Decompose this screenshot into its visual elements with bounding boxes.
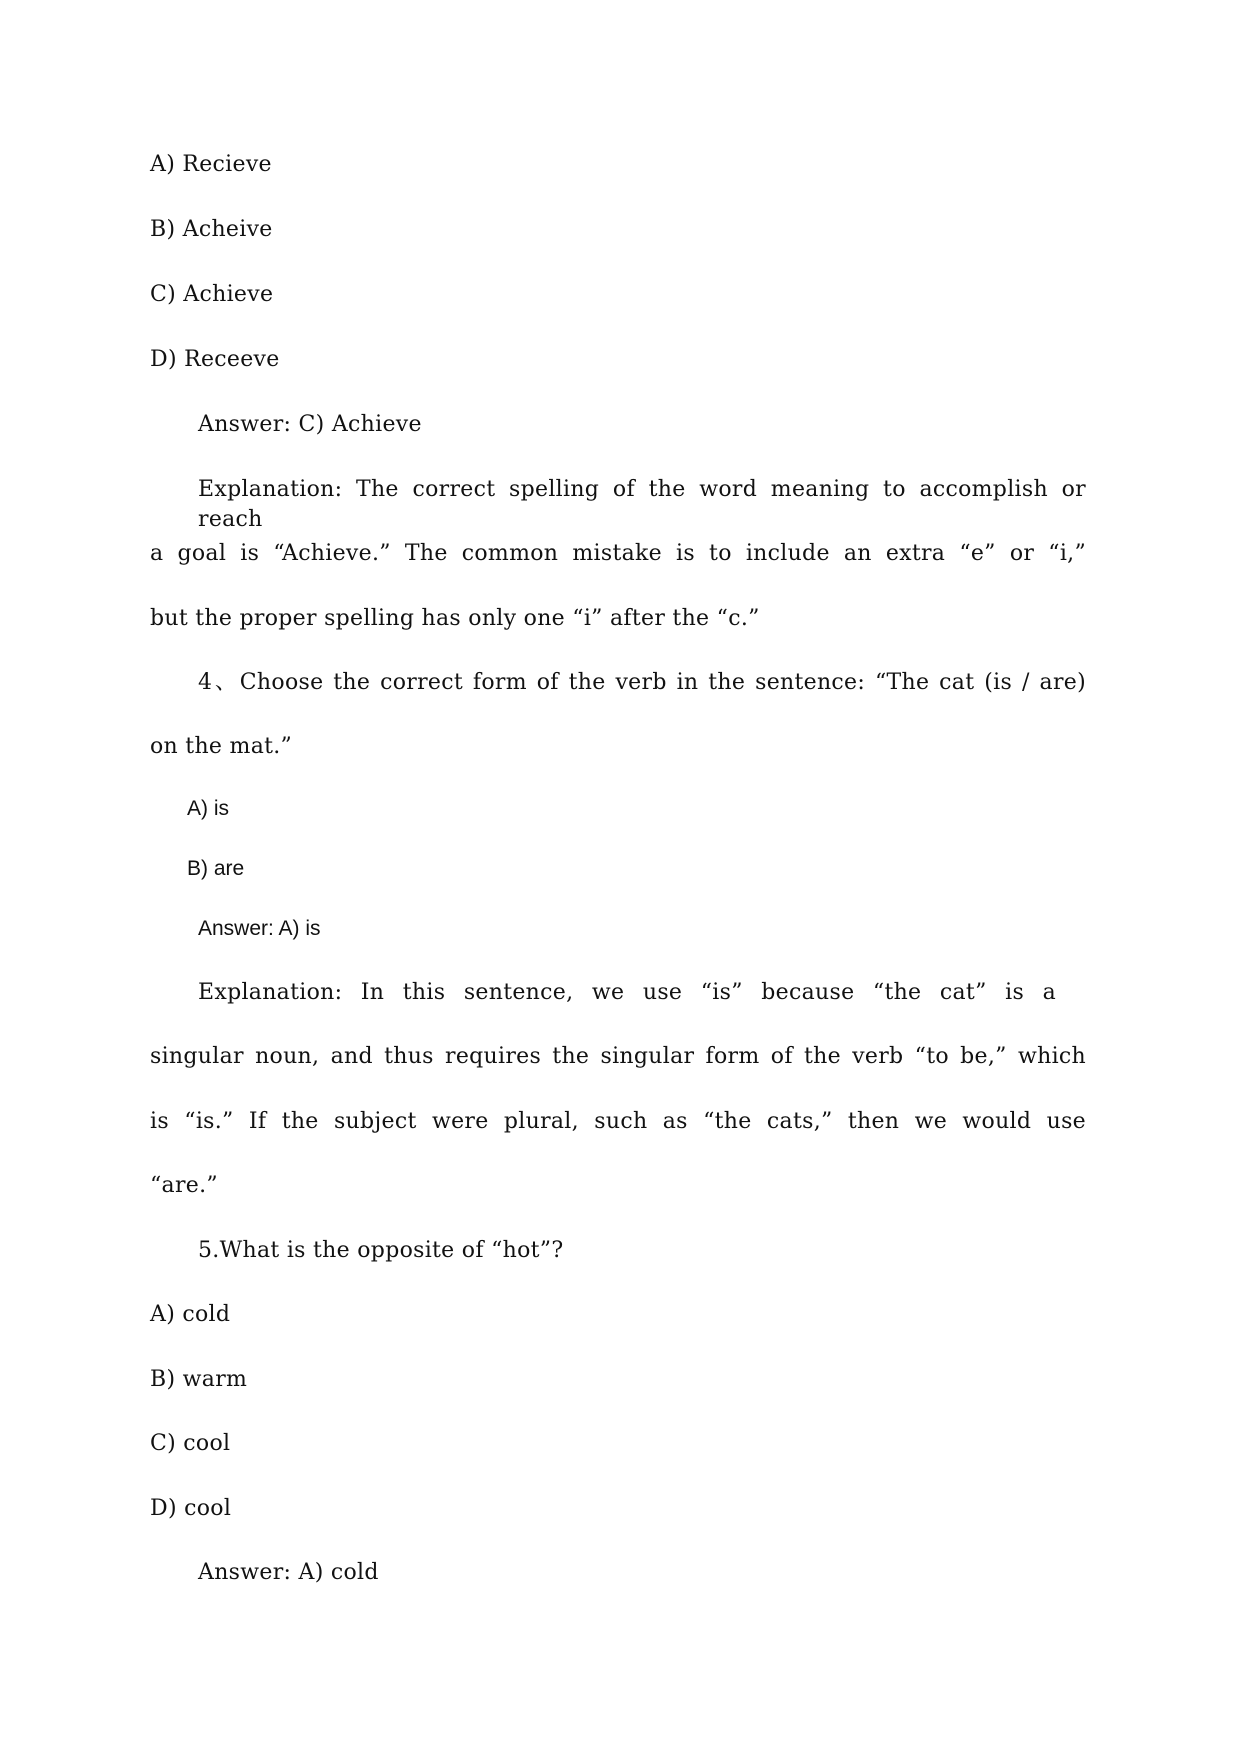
option-c: C) cool	[150, 1431, 231, 1456]
option-b: B) warm	[150, 1367, 248, 1392]
option-a: A) is	[187, 797, 229, 820]
answer-text: Answer: C) Achieve	[198, 412, 422, 437]
answer-text: Answer: A) cold	[198, 1560, 379, 1585]
option-b: B) are	[187, 857, 245, 880]
option-a: A) cold	[150, 1302, 231, 1327]
explanation-line: Explanation: In this sentence, we use “is” because “the cat” is a	[198, 980, 1056, 1005]
option-b: B) Acheive	[150, 217, 273, 242]
option-a: A) Recieve	[150, 152, 272, 177]
explanation-line: a goal is “Achieve.” The common mistake is to include an extra “e” or “i,”	[150, 541, 1086, 566]
explanation-line: Explanation: The correct spelling of the word meaning to accomplish or reach	[198, 477, 1086, 532]
question-text: 5.What is the opposite of “hot”?	[198, 1238, 564, 1263]
question-text: 4、Choose the correct form of the verb in the sentence: “The cat (is / are)	[198, 670, 1086, 695]
question-text: on the mat.”	[150, 734, 293, 759]
explanation-line: singular noun, and thus requires the singular form of the verb “to be,” which	[150, 1044, 1086, 1069]
option-d: D) Receeve	[150, 347, 280, 372]
explanation-line: “are.”	[150, 1173, 218, 1198]
answer-text: Answer: A) is	[198, 917, 321, 940]
option-d: D) cool	[150, 1496, 232, 1521]
option-c: C) Achieve	[150, 282, 274, 307]
explanation-line: but the proper spelling has only one “i” after the “c.”	[150, 606, 760, 631]
explanation-line: is “is.” If the subject were plural, such as “the cats,” then we would use	[150, 1109, 1086, 1134]
